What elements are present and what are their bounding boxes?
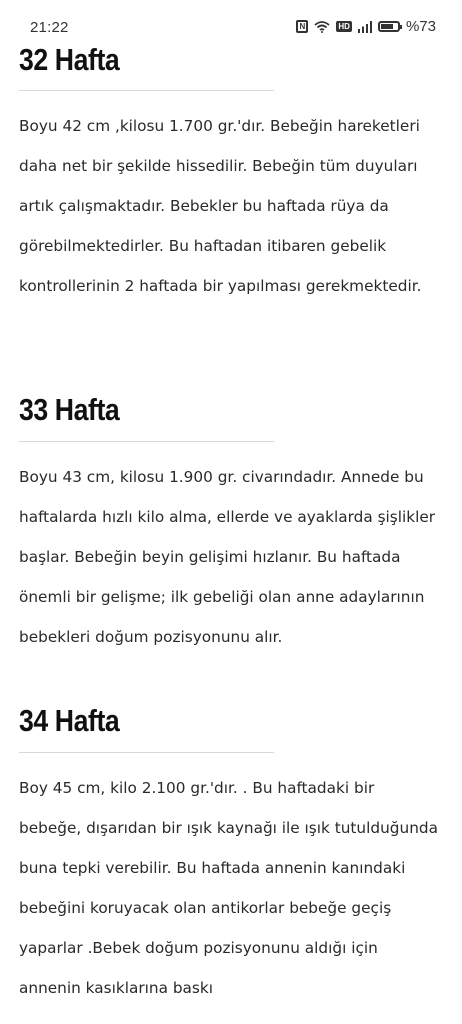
week-title: 33 Hafta [19, 392, 120, 427]
title-divider [19, 90, 274, 91]
week-section-32 [19, 39, 439, 306]
battery-icon [378, 21, 400, 32]
nfc-icon: N [296, 20, 308, 33]
signal-icon [358, 21, 372, 33]
week-section-34 [19, 700, 439, 1008]
week-title: 32 Hafta [19, 42, 120, 77]
week-title: 34 Hafta [19, 703, 120, 738]
week-description: Boyu 43 cm, kilosu 1.900 gr. civarındadır. Annede bu haftalarda hızlı kilo alma, ellerde ve ayaklarda şişlikler başlar. Bebeğin beyin gelişimi hızlanır. Bu haftada önemli bir gelişme; ilk gebeliği olan anne adaylarının bebekleri doğum pozisyonunu alır. [19, 468, 436, 646]
status-icons [296, 18, 436, 35]
title-divider [19, 441, 274, 442]
status-time: 21:22 [30, 19, 69, 36]
wifi-icon [314, 21, 330, 33]
week-description: Boy 45 cm, kilo 2.100 gr.'dır. . Bu haftadaki bir bebeğe, dışarıdan bir ışık kaynağı ile ışık tutulduğunda buna tepki verebilir. Bu haftada annenin kanındaki bebeğini koruyacak olan antikorlar bebeğe geçiş yaparlar .Bebek doğum pozisyonunu aldığı için annenin kasıklarına baskı [19, 779, 438, 997]
battery-fill [381, 24, 393, 29]
week-section-33 [19, 389, 439, 657]
hd-icon: HD [338, 22, 350, 31]
week-description: Boyu 42 cm ,kilosu 1.700 gr.'dır. Bebeğin hareketleri daha net bir şekilde hissedilir. Bebeğin tüm duyuları artık çalışmaktadır. Bebekler bu haftada rüya da görebilmektedirler. Bu haftadan itibaren gebelik kontrollerinin 2 haftada bir yapılması gerekmektedir. [19, 117, 422, 295]
title-divider [19, 752, 274, 753]
status-bar [0, 0, 462, 42]
battery-percent: %73 [405, 18, 436, 35]
